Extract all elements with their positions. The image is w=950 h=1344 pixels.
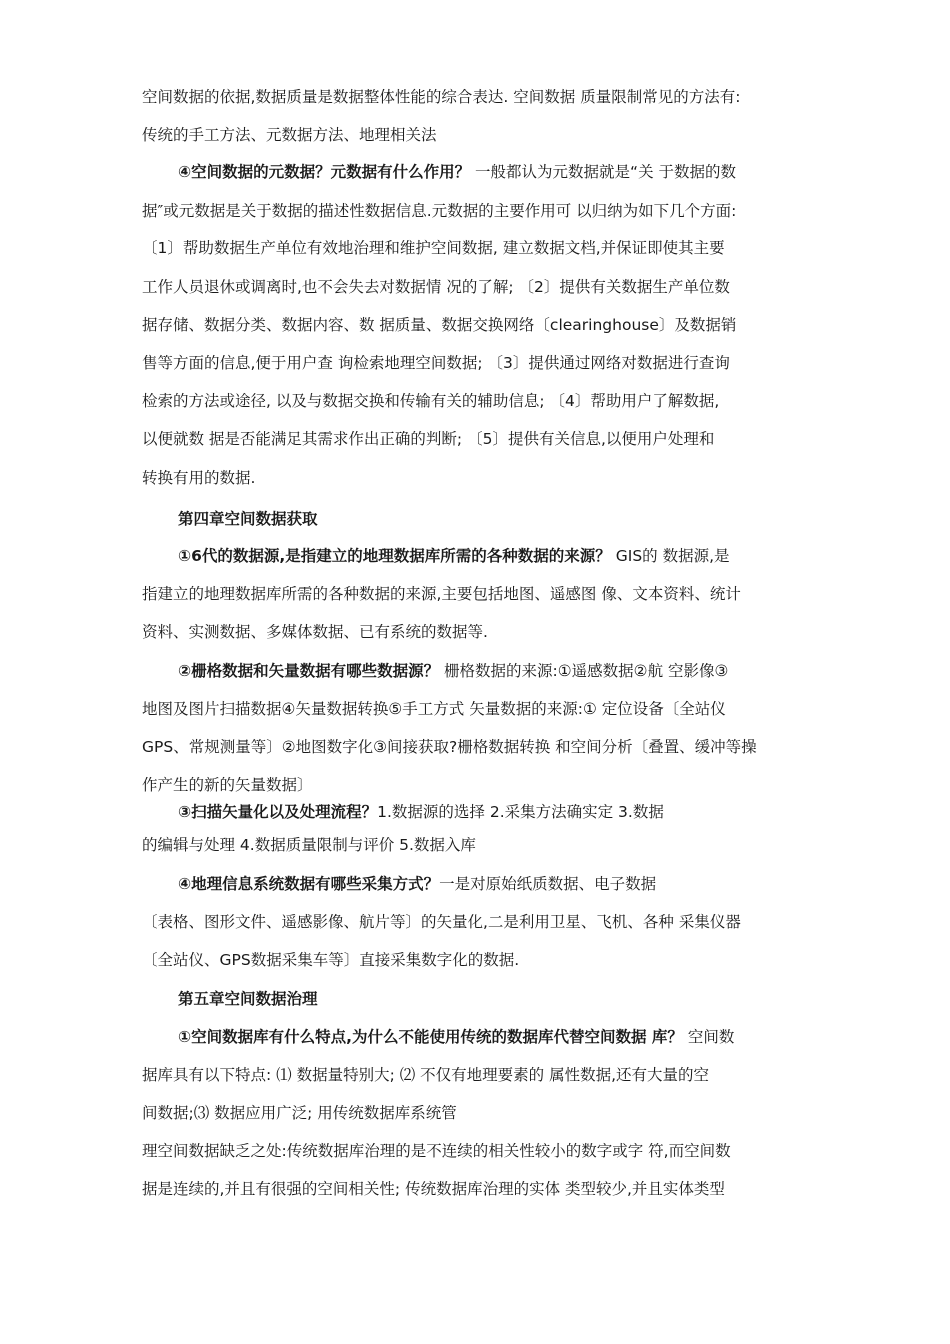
text-line <box>142 1064 822 1086</box>
text-line <box>178 801 822 823</box>
text-line <box>142 86 822 108</box>
text-line <box>178 988 822 1010</box>
body-text: 空间数 <box>682 1028 735 1046</box>
text-line <box>142 621 822 643</box>
text-line <box>142 736 822 758</box>
text-line <box>178 1026 822 1048</box>
question-text: ②栅格数据和矢量数据有哪些数据源？ <box>178 662 440 680</box>
question-text: ①6代的数据源,是指建立的地理数据库所需的各种数据的来源？ <box>178 547 611 565</box>
question-text: 第四章空间数据获取 <box>178 510 318 528</box>
body-text: 工作人员退休或调离时,也不会失去对数据情 况的了解; 〔2〕提供有关数据生产单位数 <box>142 278 730 296</box>
text-line <box>142 124 822 146</box>
text-line <box>142 949 822 971</box>
body-text: 检索的方法或途径, 以及与数据交换和传输有关的辅助信息; 〔4〕帮助用户了解数据, <box>142 392 720 410</box>
text-line <box>142 276 822 298</box>
question-text: ③扫描矢量化以及处理流程？ <box>178 803 378 821</box>
body-text: 据存储、数据分类、数据内容、数 据质量、数据交换网络〔clearinghouse〕及数据销 <box>142 316 737 334</box>
body-text: GIS的 数据源,是 <box>610 547 730 565</box>
body-text: 理空间数据缺乏之处:传统数据库治理的是不连续的相关性较小的数字或字 符,而空间数 <box>142 1142 731 1160</box>
text-line <box>142 390 822 412</box>
text-line <box>142 911 822 933</box>
text-line <box>142 1140 822 1162</box>
text-line <box>142 428 822 450</box>
text-line <box>142 1102 822 1124</box>
text-line <box>142 774 822 796</box>
body-text: 地图及图片扫描数据④矢量数据转换⑤手工方式 矢量数据的来源:① 定位设备〔全站仪 <box>142 700 726 718</box>
text-line <box>142 698 822 720</box>
body-text: 间数据;⑶ 数据应用广泛; 用传统数据库系统管 <box>142 1104 457 1122</box>
body-text: 售等方面的信息,便于用户查 询检索地理空间数据; 〔3〕提供通过网络对数据进行查询 <box>142 354 730 372</box>
body-text: 据″或元数据是关于数据的描述性数据信息.元数据的主要作用可 以归纳为如下几个方面: <box>142 202 737 220</box>
text-line <box>178 545 822 567</box>
body-text: GPS、常规测量等〕②地图数字化③间接获取?栅格数据转换 和空间分析〔叠置、缓冲等操 <box>142 738 757 756</box>
text-line <box>178 508 822 530</box>
body-text: 作产生的新的矢量数据〕 <box>142 776 313 794</box>
question-text: ④地理信息系统数据有哪些采集方式？ <box>178 875 440 893</box>
body-text: 〔表格、图形文件、遥感影像、航片等〕的矢量化,二是利用卫星、飞机、各种 采集仪器 <box>142 913 741 931</box>
text-line <box>178 660 822 682</box>
body-text: 栅格数据的来源:①遥感数据②航 空影像③ <box>439 662 729 680</box>
text-line <box>142 200 822 222</box>
body-text: 一是对原始纸质数据、电子数据 <box>439 875 657 893</box>
body-text: 转换有用的数据. <box>142 469 256 487</box>
text-line <box>142 834 822 856</box>
text-line <box>178 161 822 183</box>
question-text: 第五章空间数据治理 <box>178 990 318 1008</box>
body-text: 〔1〕帮助数据生产单位有效地治理和维护空间数据, 建立数据文档,并保证即使其主要 <box>142 239 725 257</box>
body-text: 据库具有以下特点: ⑴ 数据量特别大; ⑵ 不仅有地理要素的 属性数据,还有大量的空 <box>142 1066 710 1084</box>
text-line <box>142 583 822 605</box>
question-text: ④空间数据的元数据？元数据有什么作用？ <box>178 163 471 181</box>
body-text: 〔全站仪、GPS数据采集车等〕直接采集数字化的数据. <box>142 951 520 969</box>
text-line <box>142 314 822 336</box>
text-line <box>142 467 822 489</box>
body-text: 的编辑与处理 4.数据质量限制与评价 5.数据入库 <box>142 836 476 854</box>
body-text: 以便就数 据是否能满足其需求作出正确的判断; 〔5〕提供有关信息,以便用户处理和 <box>142 430 715 448</box>
body-text: 一般都认为元数据就是“关 于数据的数 <box>470 163 737 181</box>
body-text: 指建立的地理数据库所需的各种数据的来源,主要包括地图、遥感图 像、文本资料、统计 <box>142 585 741 603</box>
body-text: 1.数据源的选择 2.采集方法确实定 3.数据 <box>377 803 664 821</box>
body-text: 空间数据的依据,数据质量是数据整体性能的综合表达. 空间数据 质量限制常见的方法有: <box>142 88 741 106</box>
body-text: 资料、实测数据、多媒体数据、已有系统的数据等. <box>142 623 488 641</box>
question-text: ①空间数据库有什么特点,为什么不能使用传统的数据库代替空间数据 库？ <box>178 1028 683 1046</box>
text-line <box>142 1178 822 1200</box>
body-text: 传统的手工方法、元数据方法、地理相关法 <box>142 126 437 144</box>
text-line <box>142 352 822 374</box>
text-line <box>142 237 822 259</box>
body-text: 据是连续的,并且有很强的空间相关性; 传统数据库治理的实体 类型较少,并且实体类型 <box>142 1180 725 1198</box>
text-line <box>178 873 822 895</box>
